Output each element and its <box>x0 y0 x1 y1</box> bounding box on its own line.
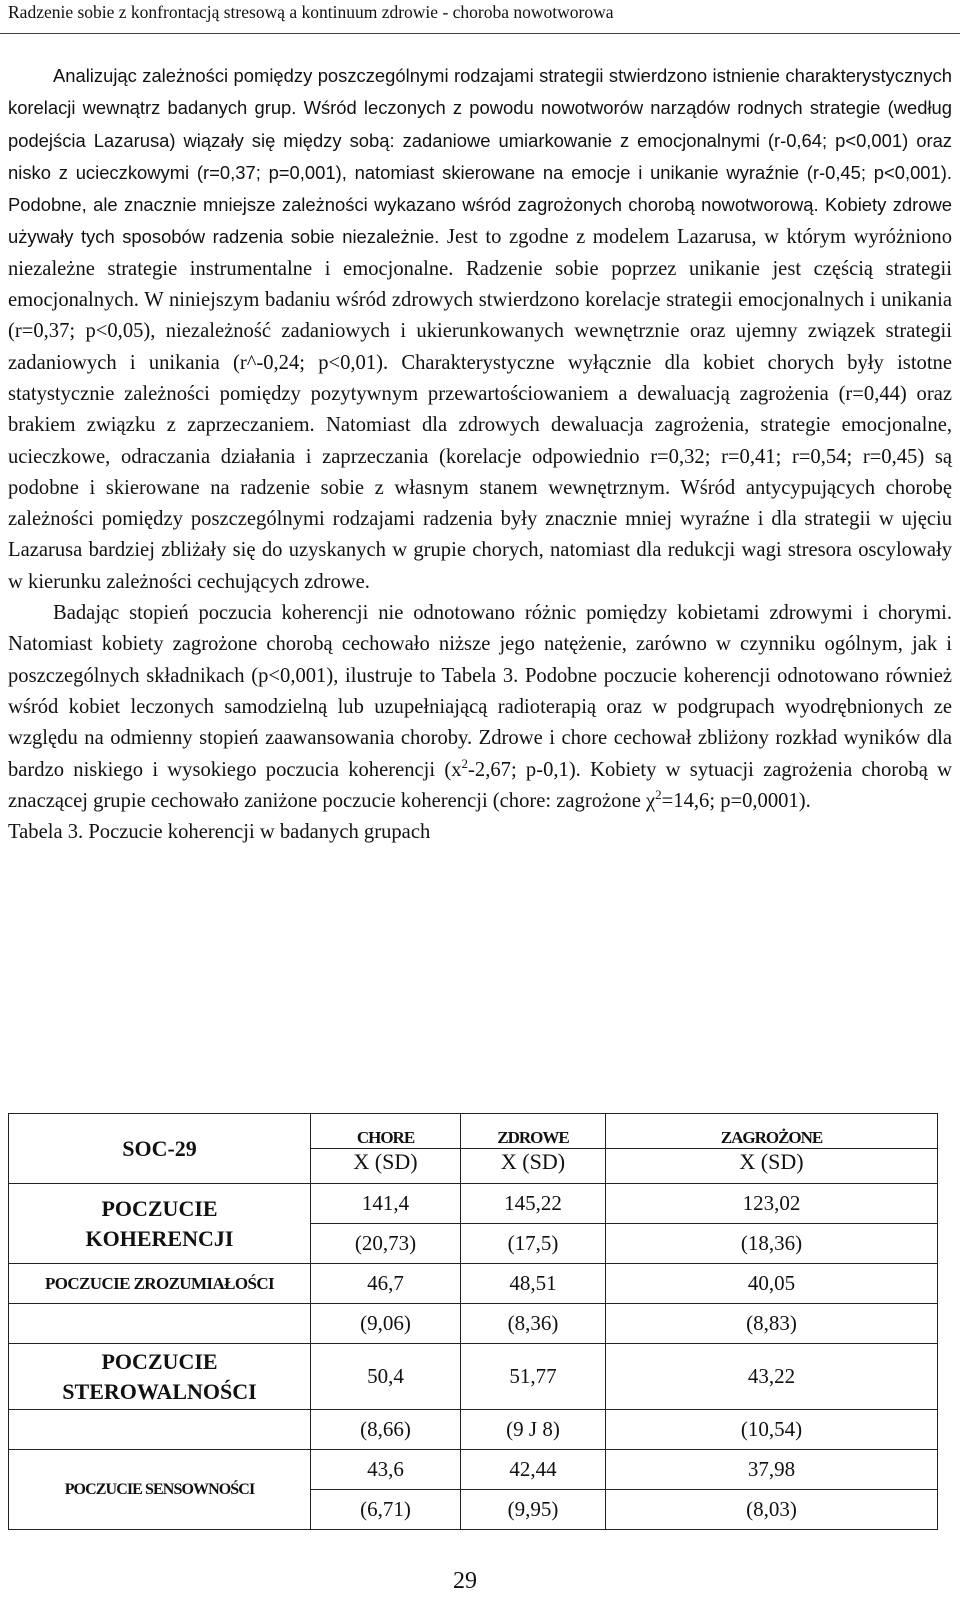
row-label-line: STEROWALNOŚCI <box>62 1378 257 1404</box>
table-cell: 37,98 <box>606 1450 938 1490</box>
row-label-sensownosci: POCZUCIE SENSOWNOŚCI <box>9 1450 311 1530</box>
table-cell: (8,36) <box>461 1304 606 1344</box>
row-label-koherencji <box>9 1184 311 1264</box>
paragraph-1-serif: Jest to zgodne z modelem Lazarusa, w którym wyróżniono niezależne strategie instrumentalne i emocjonalne. Radzenie sobie poprzez unikanie jest częścią strategii emocjonalnych. W niniejszym badaniu wśród zdrowych stwierdzono korelacje strategii emocjonalnych i unikania (r=0,37; p<0,05), niezależność zadaniowych i ukierunkowanych wewnętrznie oraz ujemny związek strategii zadaniowych i unikania (r^-0,24; p<0,01). Charakterystyczne wyłącznie dla kobiet chorych były istotne statystycznie zależności pomiędzy pozytywnym przewartościowaniem a dewaluacją zagrożenia (r=0,44) oraz brakiem związku z zaprzeczaniem. Natomiast dla zdrowych dewaluacja zagrożenia, strategie emocjonalne, ucieczkowe, odraczania działania i zaprzeczania (korelacje odpowiednio r=0,32; r=0,41; r=0,54; r=0,45) są podobne i skierowane na radzenie sobie z własnym stanem wewnętrznym. Wśród antycypujących chorobę zależności pomiędzy poszczególnymi rodzajami radzenia były znacznie mniej wyraźne i dla strategii w ujęciu Lazarusa bardziej zbliżały się do uzyskanych w grupie chorych, natomiast dla redukcji wagi stresora oscylowały w kierunku zależności cechujących zdrowe. <box>8 226 952 593</box>
row-label-zrozumialosci: POCZUCIE ZROZUMIAŁOŚCI <box>9 1264 311 1304</box>
table-cell: (9 J 8) <box>461 1410 606 1450</box>
superscript-1: 2 <box>461 755 469 771</box>
header-rule <box>0 33 960 34</box>
table-cell: (17,5) <box>461 1224 606 1264</box>
coherence-table <box>8 1113 938 1530</box>
table-cell: 40,05 <box>606 1264 938 1304</box>
table-cell: 42,44 <box>461 1450 606 1490</box>
empty-cell <box>9 1304 311 1344</box>
table-cell: (8,03) <box>606 1490 938 1530</box>
paragraph-1-sans: Analizując zależności pomiędzy poszczególnymi rodzajami strategii stwierdzono istnienie charakterystycznych korelacji wewnątrz badanych grup. Wśród leczonych z powodu nowotworów narządów rodnych strategie (według podejścia Lazarusa) wiązały się między sobą: zadaniowe umiarkowanie z emocjonalnymi (r-0,64; p<0,001) oraz nisko z ucieczkowymi (r=0,37; p=0,001), natomiast skierowane na emocje i unikanie wyraźnie (r-0,45; p<0,001). Podobne, ale znacznie mniejsze zależności wykazano wśród zagrożonych chorobą nowotworową. Kobiety zdrowe używały tych sposobów radzenia sobie niezależnie. <box>8 65 952 248</box>
row-label-line: POCZUCIE <box>101 1348 218 1374</box>
table-cell: 46,7 <box>311 1264 461 1304</box>
col-stat-zdrowe: X (SD) <box>461 1149 606 1184</box>
table-cell: 48,51 <box>461 1264 606 1304</box>
running-header: Radzenie sobie z konfrontacją stresową a kontinuum zdrowie - choroba nowotworowa <box>8 2 614 22</box>
row-label-line: KOHERENCJI <box>85 1225 234 1251</box>
paragraph-2-b: -2,67; p-0,1). Kobiety w sytuacji zagrożenia chorobą w znaczącej grupie cechowało zaniżone poczucie koherencji (chore: zagrożone χ <box>8 758 952 812</box>
row-label-line: POCZUCIE <box>101 1195 218 1221</box>
col-header-zagrozone: ZAGROŻONE <box>606 1114 938 1149</box>
table-cell: (9,95) <box>461 1490 606 1530</box>
table-cell: (18,36) <box>606 1224 938 1264</box>
page-number: 29 <box>453 1568 477 1594</box>
empty-cell <box>9 1410 311 1450</box>
table-cell: (8,66) <box>311 1410 461 1450</box>
table-cell: 123,02 <box>606 1184 938 1224</box>
col-stat-zagrozone: X (SD) <box>606 1149 938 1184</box>
paragraph-2-a: Badając stopień poczucia koherencji nie odnotowano różnic pomiędzy kobietami zdrowymi i chorymi. Natomiast kobiety zagrożone chorobą cechowało niższe jego natężenie, zarówno w czynniku ogólnym, jak i poszczególnych składnikach (p<0,001), ilustruje to Tabela 3. Podobne poczucie koherencji odnotowano również wśród kobiet leczonych samodzielną lub uzupełniającą radioterapią oraz w podgrupach wyodrębnionych ze względu na odmienny stopień zaawansowania choroby. Zdrowe i chore cechował zbliżony rozkład wyników dla bardzo niskiego i wysokiego poczucia koherencji (x <box>8 602 952 781</box>
col-header-chore: CHORE <box>311 1114 461 1149</box>
table-cell: 145,22 <box>461 1184 606 1224</box>
paragraph-1 <box>8 60 952 598</box>
table-cell: 141,4 <box>311 1184 461 1224</box>
row-label-sterowalnosci <box>9 1344 311 1410</box>
table-cell: (20,73) <box>311 1224 461 1264</box>
col-stat-chore: X (SD) <box>311 1149 461 1184</box>
table-cell: 51,77 <box>461 1344 606 1410</box>
soc-label: SOC-29 <box>9 1114 311 1184</box>
paragraph-2 <box>8 598 952 817</box>
table-cell: 43,22 <box>606 1344 938 1410</box>
superscript-2: 2 <box>655 786 662 802</box>
table-cell: (6,71) <box>311 1490 461 1530</box>
table-cell: 43,6 <box>311 1450 461 1490</box>
col-header-zdrowe: ZDROWE <box>461 1114 606 1149</box>
table-cell: (9,06) <box>311 1304 461 1344</box>
table-caption: Tabela 3. Poczucie koherencji w badanych grupach <box>8 821 431 844</box>
table-cell: 50,4 <box>311 1344 461 1410</box>
paragraph-2-c: =14,6; p=0,0001). <box>661 789 811 812</box>
table-cell: (8,83) <box>606 1304 938 1344</box>
table-cell: (10,54) <box>606 1410 938 1450</box>
body-text <box>8 60 952 848</box>
